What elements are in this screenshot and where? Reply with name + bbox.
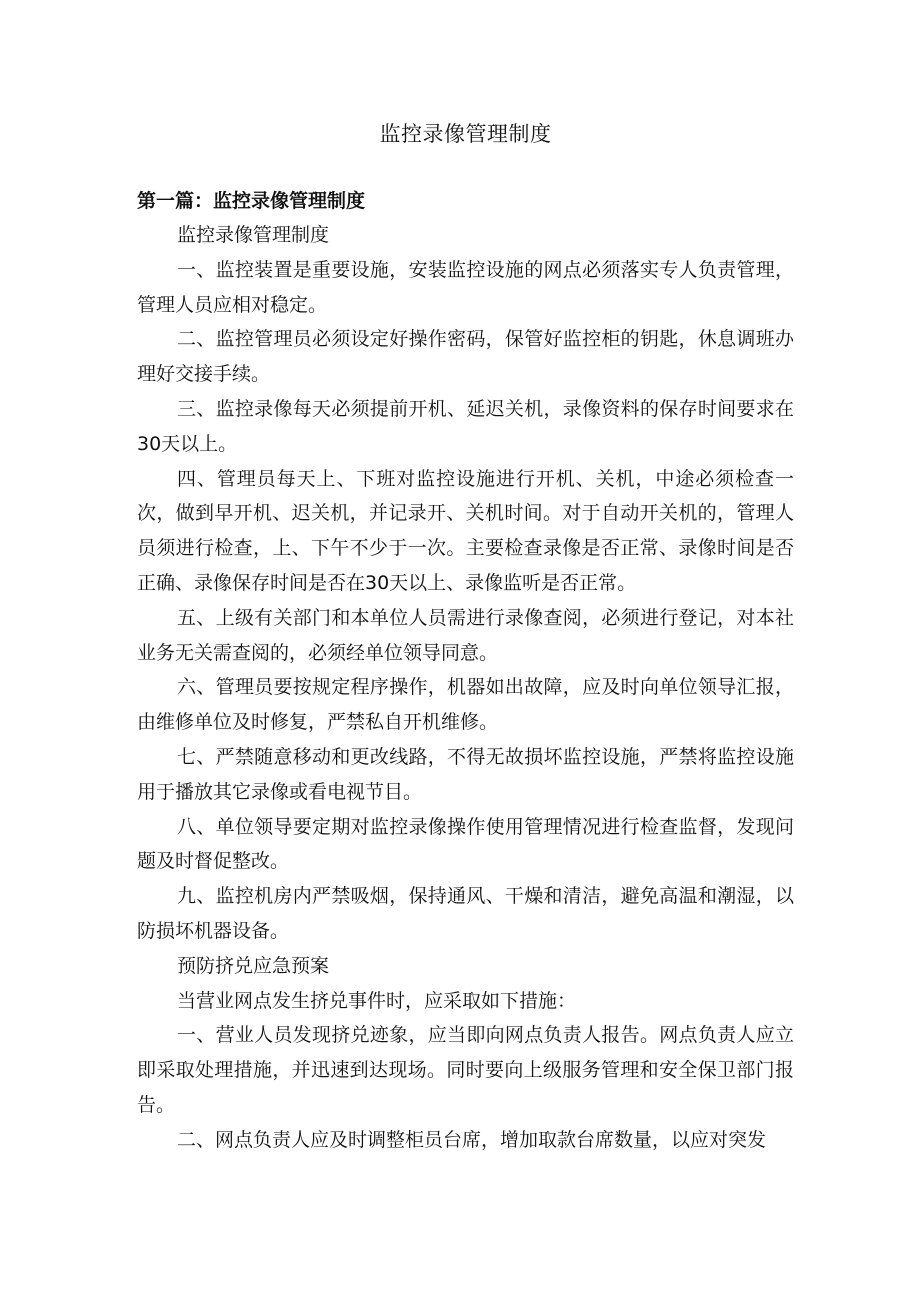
paragraph-rule-1: 一、监控装置是重要设施，安装监控设施的网点必须落实专人负责管理，管理人员应相对稳定。 [137,258,794,316]
paragraph-rule-5: 五、上级有关部门和本单位人员需进行录像查阅，必须进行登记，对本社业务无关需查阅的，必须经单位领导同意。 [137,606,794,664]
page-title: 监控录像管理制度 [379,122,552,146]
paragraph-rule-2: 二、监控管理员必须设定好操作密码，保管好监控柜的钥匙，休息调班办理好交接手续。 [137,328,794,386]
paragraph-subtitle: 监控录像管理制度 [177,224,330,246]
paragraph-rule-8: 八、单位领导要定期对监控录像操作使用管理情况进行检查监督，发现问题及时督促整改。 [137,815,794,873]
paragraph-rule-3: 三、监控录像每天必须提前开机、延迟关机，录像资料的保存时间要求在30天以上。 [137,397,794,455]
paragraph-rule-7: 七、严禁随意移动和更改线路，不得无故损坏监控设施，严禁将监控设施用于播放其它录像或看电视节目。 [137,745,794,803]
document-body [137,218,794,1158]
paragraph-plan-title: 预防挤兑应急预案 [177,954,330,977]
paragraph-plan-intro: 当营业网点发生挤兑事件时，应采取如下措施： [177,989,577,1012]
paragraph-plan-1: 一、营业人员发现挤兑迹象，应当即向网点负责人报告。网点负责人应立即采取处理措施，并迅速到达现场。同时要向上级服务管理和安全保卫部门报告。 [137,1024,794,1116]
section-heading: 第一篇：监控录像管理制度 [137,190,366,212]
paragraph-rule-4: 四、管理员每天上、下班对监控设施进行开机、关机，中途必须检查一次，做到早开机、迟关机，并记录开、关机时间。对于自动开关机的，管理人员须进行检查，上、下午不少于一次。主要检查录像是否正常、录像时间是否正确、录像保存时间是否在30天以上、录像监听是否正常。 [137,467,794,594]
paragraph-rule-9: 九、监控机房内严禁吸烟，保持通风、干燥和清洁，避免高温和潮湿，以防损坏机器设备。 [137,885,794,942]
paragraph-plan-2: 二、网点负责人应及时调整柜员台席，增加取款台席数量，以应对突发 [177,1128,767,1151]
paragraph-rule-6: 六、管理员要按规定程序操作，机器如出故障，应及时向单位领导汇报，由维修单位及时修复，严禁私自开机维修。 [137,676,794,734]
